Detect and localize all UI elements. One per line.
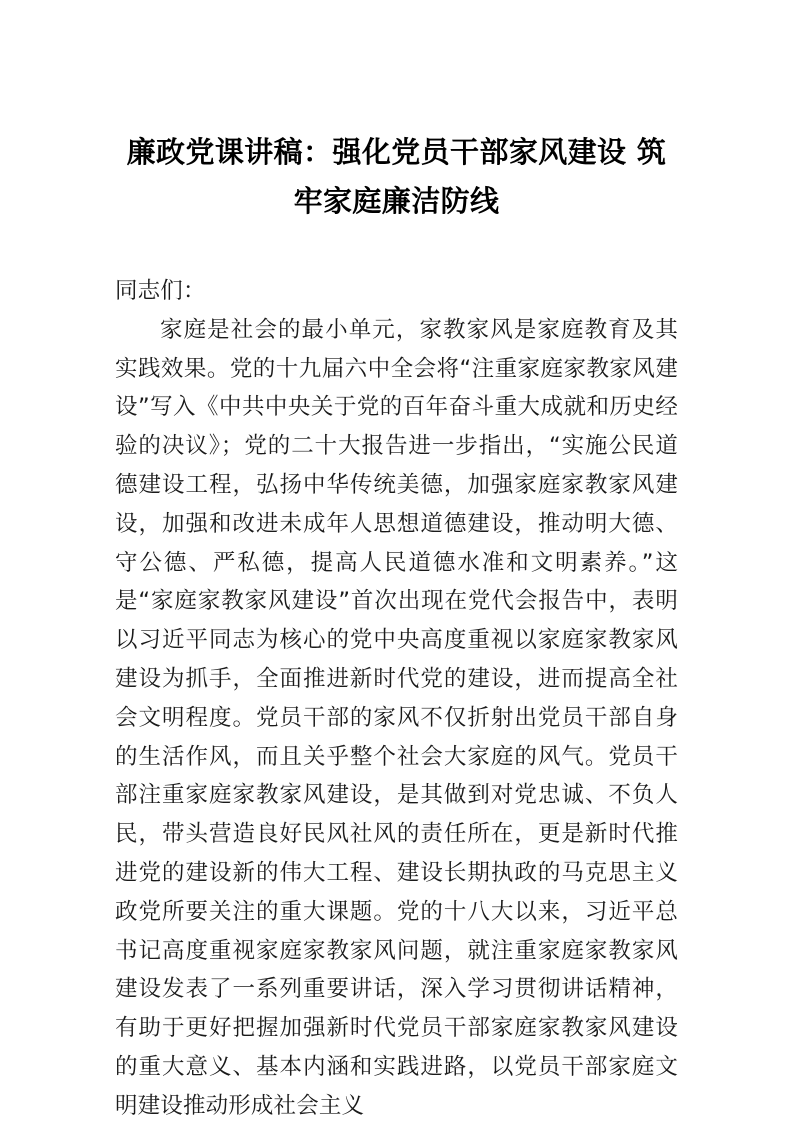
salutation: 同志们：: [115, 278, 206, 304]
document-body: [115, 272, 678, 1122]
body-paragraph: 家庭是社会的最小单元，家教家风是家庭教育及其实践效果。党的十九届六中全会将“注重家庭家教家风建设”写入《中共中央关于党的百年奋斗重大成就和历史经验的决议》；党的二十大报告进一步指出，“实施公民道德建设工程，弘扬中华传统美德，加强家庭家教家风建设，加强和改进未成年人思想道德建设，推动明大德、守公德、严私德，提高人民道德水准和文明素养。”这是“家庭家教家风建设”首次出现在党代会报告中，表明以习近平同志为核心的党中央高度重视以家庭家教家风建设为抓手，全面推进新时代党的建设，进而提高全社会文明程度。党员干部的家风不仅折射出党员干部自身的生活作风，而且关乎整个社会大家庭的风气。党员干部注重家庭家教家风建设，是其做到对党忠诚、不负人民，带头营造良好民风社风的责任所在，更是新时代推进党的建设新的伟大工程、建设长期执政的马克思主义政党所要关注的重大课题。党的十八大以来，习近平总书记高度重视家庭家教家风问题，就注重家庭家教家风建设发表了一系列重要讲话，深入学习贯彻讲话精神，有助于更好把握加强新时代党员干部家庭家教家风建设的重大意义、基本内涵和实践进路，以党员干部家庭文明建设推动形成社会主义: [115, 316, 678, 1119]
document-content-column: [115, 0, 678, 1122]
page-title: 廉政党课讲稿：强化党员干部家风建设 筑牢家庭廉洁防线: [126, 135, 667, 218]
